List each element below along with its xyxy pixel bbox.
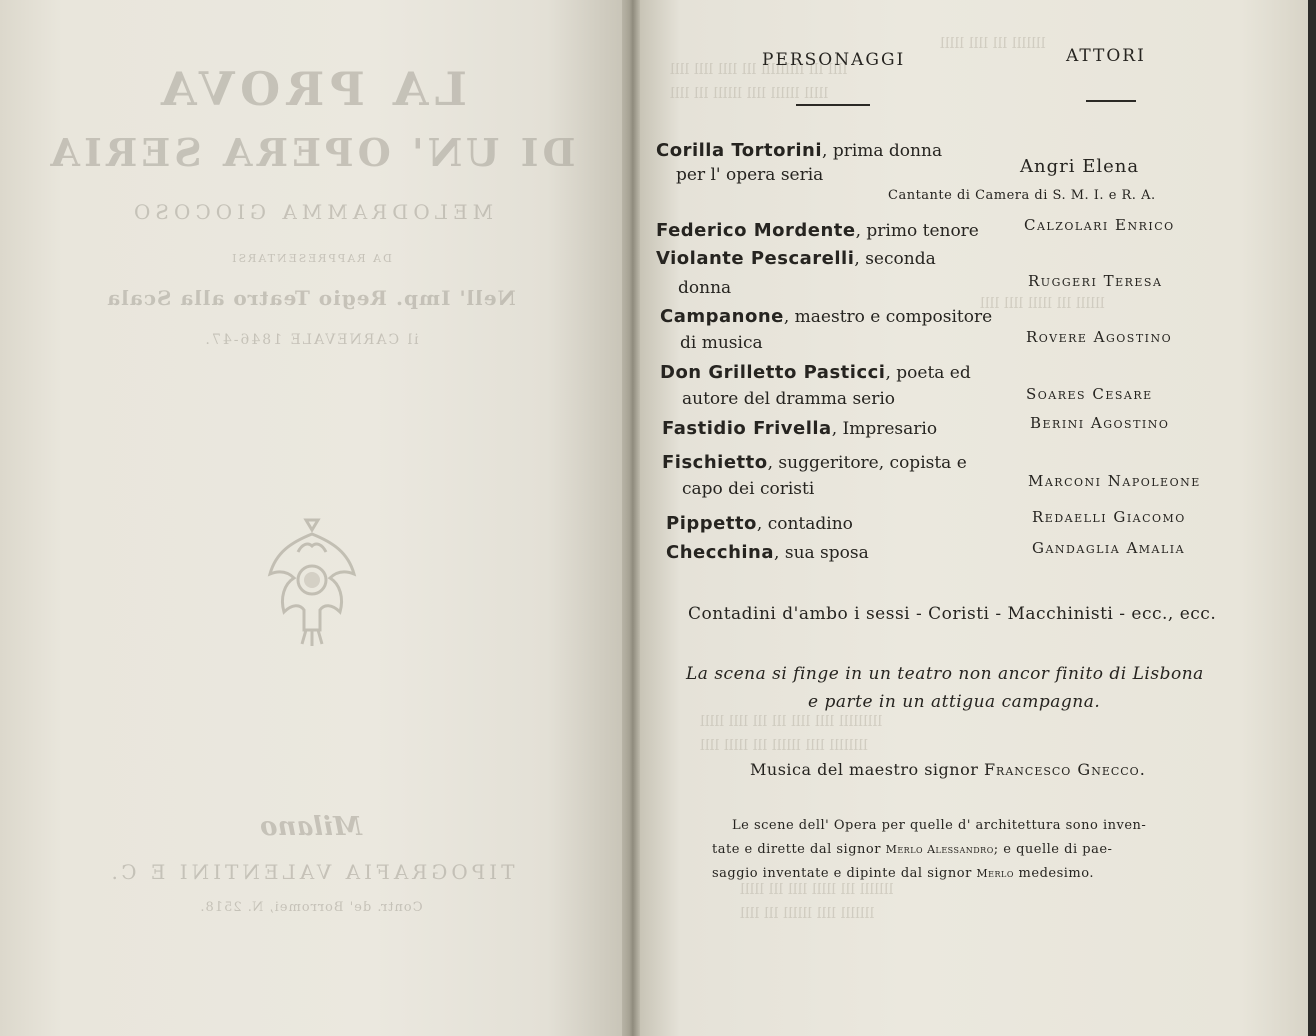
cast-row-4 — [660, 306, 992, 327]
actor-name: Ruggeri Teresa — [1028, 272, 1163, 290]
character-role: , sua sposa — [774, 543, 869, 563]
character-role-cont: capo dei coristi — [682, 479, 815, 499]
header-personaggi: PERSONAGGI — [762, 50, 906, 70]
character-role-cont: donna — [678, 278, 732, 298]
header-rule-right — [1086, 100, 1136, 102]
scenery-text: medesimo. — [1013, 866, 1094, 881]
character-name: Pippetto — [666, 513, 757, 534]
scenic-designer: Merlo Alessandro — [885, 843, 994, 856]
scene-line-2: e parte in un attigua campagna. — [808, 692, 1101, 712]
character-name: Violante Pescarelli — [656, 248, 855, 269]
character-name: Federico Mordente — [656, 220, 856, 241]
bleed-line: lllllll lll lllll llll lll lllll — [740, 880, 894, 898]
chorus-line: Contadini d'ambo i sessi - Coristi - Macchinisti - ecc., ecc. — [688, 604, 1217, 624]
actor-name: Angri Elena — [1020, 156, 1140, 177]
character-role-cont: per l' opera seria — [676, 165, 824, 185]
ghost-printer: TIPOGRAFIA VALENTINI E C. — [107, 860, 515, 884]
bleed-line: llllllll llll llllll lll lllll llll — [700, 736, 868, 754]
cast-row-5 — [660, 362, 971, 383]
scenery-line-2 — [712, 842, 1112, 857]
bleed-line: lllllllll llll llll lll lll llll lllll — [700, 712, 883, 730]
ghost-subtitle: DI UN' OPERA SERIA — [46, 130, 576, 175]
bleed-line: lllllll lll llll lllll — [940, 34, 1046, 52]
character-name: Don Grilletto Pasticci — [660, 362, 886, 383]
scenery-text: tate e dirette dal signor — [712, 842, 886, 857]
bleed-line: lllllll llll llllll lll llll — [740, 904, 875, 922]
ghost-da: DA RAPPRESENTARSI — [230, 252, 392, 265]
cast-row-7 — [662, 452, 967, 473]
ghost-theatre: Nell' Imp. Regio Teatro alla Scala — [106, 286, 516, 310]
ghost-city: Milano — [260, 812, 362, 842]
book-gutter — [622, 0, 640, 1036]
character-role-cont: di musica — [680, 333, 763, 353]
composer-name: Francesco Gnecco. — [983, 760, 1146, 779]
scene-line-1: La scena si finge in un teatro non ancor finito di Lisbona — [686, 664, 1204, 684]
music-credit — [750, 760, 1146, 779]
character-name: Fischietto — [662, 452, 768, 473]
actor-name: Rovere Agostino — [1026, 328, 1173, 346]
character-role: , seconda — [854, 249, 936, 269]
cast-row-2 — [656, 220, 979, 241]
character-role: , poeta ed — [885, 363, 971, 383]
ghost-address: Contr. de' Borromei, N. 2518. — [199, 900, 423, 915]
page-edge — [1308, 0, 1316, 1036]
actor-name: Soares Cesare — [1026, 385, 1153, 403]
character-role: , maestro e compositore — [783, 307, 993, 327]
bleed-line: lllll llllll llll llllll lll llll — [670, 84, 829, 102]
header-attori: ATTORI — [1066, 46, 1146, 66]
actor-name: Berini Agostino — [1030, 414, 1170, 432]
character-name: Checchina — [666, 542, 775, 563]
scenery-line-1: Le scene dell' Opera per quelle d' architettura sono inven- — [732, 818, 1147, 833]
cast-row-6 — [662, 418, 937, 439]
character-role: , suggeritore, copista e — [767, 453, 967, 473]
bleed-line: llllll lll lllll llll llll — [980, 294, 1105, 312]
imperial-eagle-crest-icon — [262, 512, 362, 652]
actor-name: Gandaglia Amalia — [1032, 539, 1186, 557]
music-prefix: Musica del maestro signor — [750, 760, 984, 779]
actor-name: Redaelli Giacomo — [1032, 508, 1186, 526]
scenery-text: ; e quelle di pae- — [993, 842, 1113, 857]
character-name: Fastidio Frivella — [662, 418, 832, 439]
scenery-text: saggio inventate e dipinte dal signor — [712, 866, 977, 881]
character-role: , Impresario — [831, 419, 938, 439]
character-role: , contadino — [756, 514, 853, 534]
actor-name: Marconi Napoleone — [1028, 472, 1201, 490]
left-page — [0, 0, 622, 1036]
cast-row-1 — [656, 140, 942, 161]
actor-note: Cantante di Camera di S. M. I. e R. A. — [888, 188, 1156, 203]
ghost-season: il CARNEVALE 1846-47. — [203, 332, 419, 348]
cast-row-9 — [666, 542, 869, 563]
cast-row-8 — [666, 513, 853, 534]
ghost-genre: MELODRAMMA GIOCOSO — [128, 200, 494, 224]
character-name: Corilla Tortorini — [656, 140, 823, 161]
actor-name: Calzolari Enrico — [1024, 216, 1175, 234]
header-rule-left — [796, 104, 870, 106]
scenic-designer: Merlo — [976, 867, 1014, 880]
character-role-cont: autore del dramma serio — [682, 389, 896, 409]
bleed-line: llll lll lllllllll lll llll llll llll — [670, 60, 848, 78]
cast-row-3 — [656, 248, 936, 269]
character-role: , prima donna — [822, 141, 943, 161]
character-role: , primo tenore — [855, 221, 979, 241]
scenery-line-3 — [712, 866, 1094, 881]
character-name: Campanone — [660, 306, 784, 327]
ghost-title: LA PROVA — [155, 62, 467, 116]
